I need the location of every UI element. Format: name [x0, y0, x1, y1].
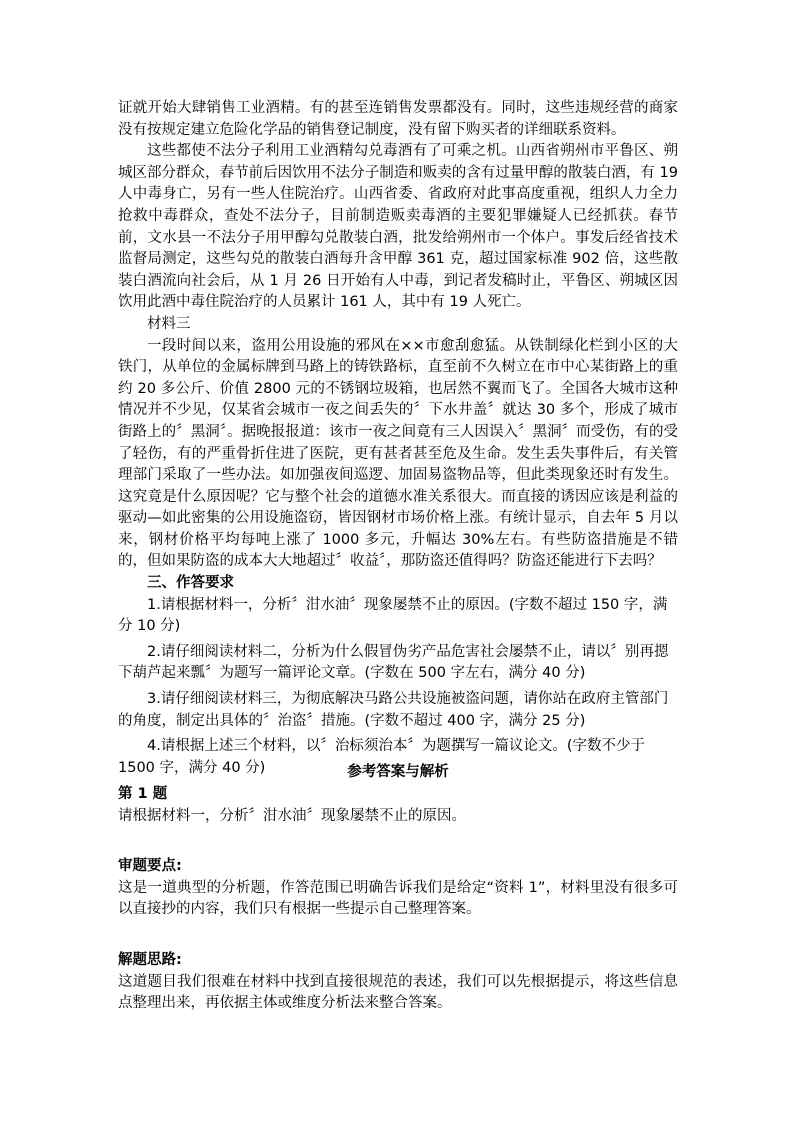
answer-section	[118, 784, 678, 1015]
question-1-label: 第 1 题	[118, 786, 168, 802]
material2-tail-paragraph: 证就开始大肆销售工业酒精。有的甚至连销售发票都没有。同时，这些违规经营的商家没有按规定建立危险化学品的销售登记制度，没有留下购买者的详细联系资料。	[118, 100, 678, 138]
key-points-text: 这是一道典型的分析题，作答范围已明确告诉我们是给定“资料 1”，材料里没有很多可以直接抄的内容，我们只有根据一些提示自己整理答案。	[118, 879, 678, 918]
requirement-item-3: 3.请仔细阅读材料三，为彻底解决马路公共设施被盗问题，请你站在政府主管部门的角度，制定出具体的〞治盗〞措施。(字数不超过 400 字，满分 25 分)	[118, 691, 669, 729]
question-1-text: 请根据材料一，分析〞泔水油〞现象屡禁不止的原因。	[118, 807, 466, 824]
requirement-item-2: 2.请仔细阅读材料二，分析为什么假冒伪劣产品危害社会屡禁不止，请以〞别再摁下葫芦起来瓢〞为题写一篇评论文章。(字数在 500 字左右，满分 40 分)	[118, 643, 669, 682]
material3-body-paragraph: 一段时间以来，盗用公用设施的邪风在××市愈刮愈猛。从铁制绿化栏到小区的大铁门，从单位的金属标牌到马路上的铸铁路标，直至前不久树立在市中心某街路上的重约 20 多公斤、价值 2800 元的不锈钢垃圾箱，也居然不翼而飞了。全国各大城市这种情况并不少见，仅某省会城市一夜之间丢失的〞下水井盖〞就达 30 多个，形成了城市街路上的〞黑洞〞。据晚报报道：该市一夜之间竟有三人因误入〞黑洞〞而受伤，有的受了轻伤，有的严重骨折住进了医院，更有甚者甚至危及生命。发生丢失事件后，有关管理部门采取了一些办法。如加强夜间巡逻、加固易盗物品等，但此类现象还时有发生。这究竟是什么原因呢？它与整个社会的道德水准关系很大。而直接的诱因应该是利益的驱动—如此密集的公用设施盗窃，皆因钢材市场价格上涨。有统计显示，自去年 5 月以来，钢材价格平均每吨上涨了 1000 多元，升幅达 30%左右。有些防盗措施是不错的，但如果防盗的成本大大地超过〞收益〞，那防盗还值得吗？防盗还能进行下去吗？	[118, 337, 678, 570]
answer-section-title: 参考答案与解析	[347, 764, 449, 780]
material-two-continuation	[118, 98, 678, 779]
approach-label: 解题思路:	[118, 951, 182, 968]
material3-label: 材料三	[147, 315, 191, 332]
material2-second-paragraph: 这些都使不法分子利用工业酒精勾兑毒酒有了可乘之机。山西省朔州市平鲁区、朔城区部分群众，春节前后因饮用不法分子制造和贩卖的含有过量甲醇的散装白酒，有 19 人中毒身亡，另有一些人住院治疗。山西省委、省政府对此事高度重视，组织人力全力抢救中毒群众，查处不法分子，目前制造贩卖毒酒的主要犯罪嫌疑人已经抓获。春节前，文水县一不法分子用甲醇勾兑散装白酒，批发给朔州市一个体户。事发后经省技术监督局测定，这些勾兑的散装白酒每升含甲醇 361 克，超过国家标准 902 倍，这些散装白酒流向社会后，从 1 月 26 日开始有人中毒，到记者发稿时止，平鲁区、朔城区因饮用此酒中毒住院治疗的人员累计 161 人，其中有 19 人死亡。	[118, 143, 678, 311]
key-points-label: 审题要点:	[118, 858, 182, 875]
requirement-item-4: 4.请根据上述三个材料，以〞治标须治本〞为题撰写一篇议论文。(字数不少于 1500 字，满分 40 分)	[118, 738, 645, 776]
requirements-heading: 三、作答要求	[147, 575, 234, 592]
approach-text: 这道题目我们很难在材料中找到直接很规范的表述，我们可以先根据提示，将这些信息点整理出来，再依据主体或维度分析法来整合答案。	[118, 973, 678, 1012]
requirement-item-1: 1.请根据材料一，分析〞泔水油〞现象屡禁不止的原因。(字数不超过 150 字，满分 10 分)	[118, 596, 668, 635]
